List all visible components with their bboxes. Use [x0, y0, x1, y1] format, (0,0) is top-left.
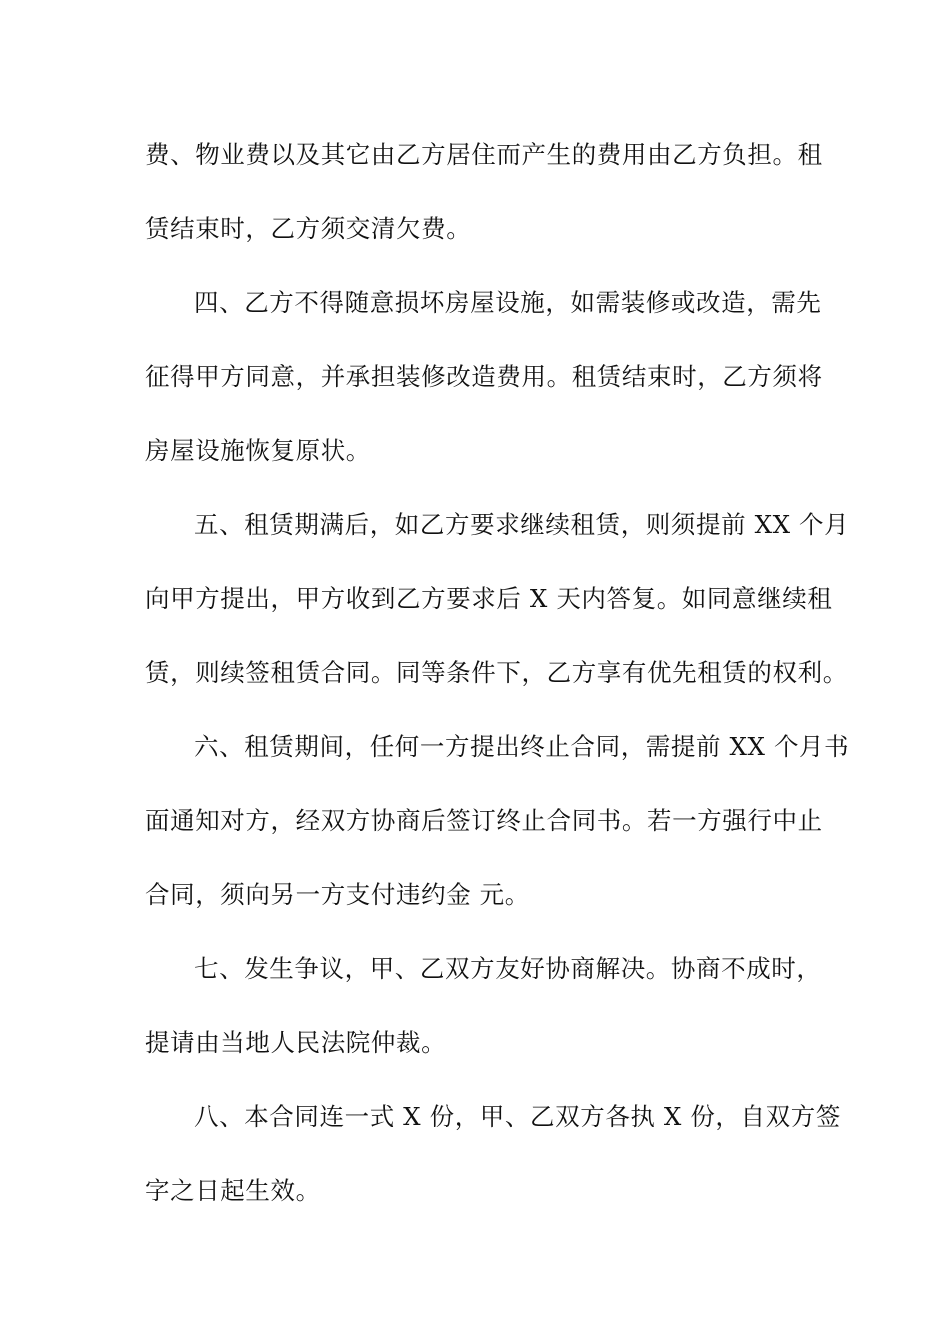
text-line-10: 面通知对方，经双方协商后签订终止合同书。若一方强行中止 [145, 806, 823, 835]
text-line-9: 六、租赁期间，任何一方提出终止合同，需提前 XX 个月书 [194, 732, 850, 761]
text-line-6: 五、租赁期满后，如乙方要求继续租赁，则须提前 XX 个月 [194, 510, 850, 539]
text-line-8: 赁，则续签租赁合同。同等条件下，乙方享有优先租赁的权利。 [145, 658, 848, 687]
text-line-5: 房屋设施恢复原状。 [145, 436, 371, 465]
text-line-7: 向甲方提出，甲方收到乙方要求后 X 天内答复。如同意继续租 [145, 584, 833, 613]
text-line-1: 费、物业费以及其它由乙方居住而产生的费用由乙方负担。租 [145, 140, 823, 169]
document-body [145, 118, 850, 1228]
text-line-13: 提请由当地人民法院仲裁。 [145, 1028, 447, 1057]
text-line-2: 赁结束时，乙方须交清欠费。 [145, 214, 472, 243]
text-line-11: 合同，须向另一方支付违约金 元。 [145, 880, 530, 909]
text-line-15: 字之日起生效。 [145, 1176, 321, 1205]
text-line-4: 征得甲方同意，并承担装修改造费用。租赁结束时，乙方须将 [145, 362, 823, 391]
text-line-12: 七、发生争议，甲、乙双方友好协商解决。协商不成时， [194, 954, 822, 983]
text-line-3: 四、乙方不得随意损坏房屋设施，如需装修或改造，需先 [194, 288, 822, 317]
text-line-14: 八、本合同连一式 X 份，甲、乙双方各执 X 份，自双方签 [194, 1102, 841, 1131]
